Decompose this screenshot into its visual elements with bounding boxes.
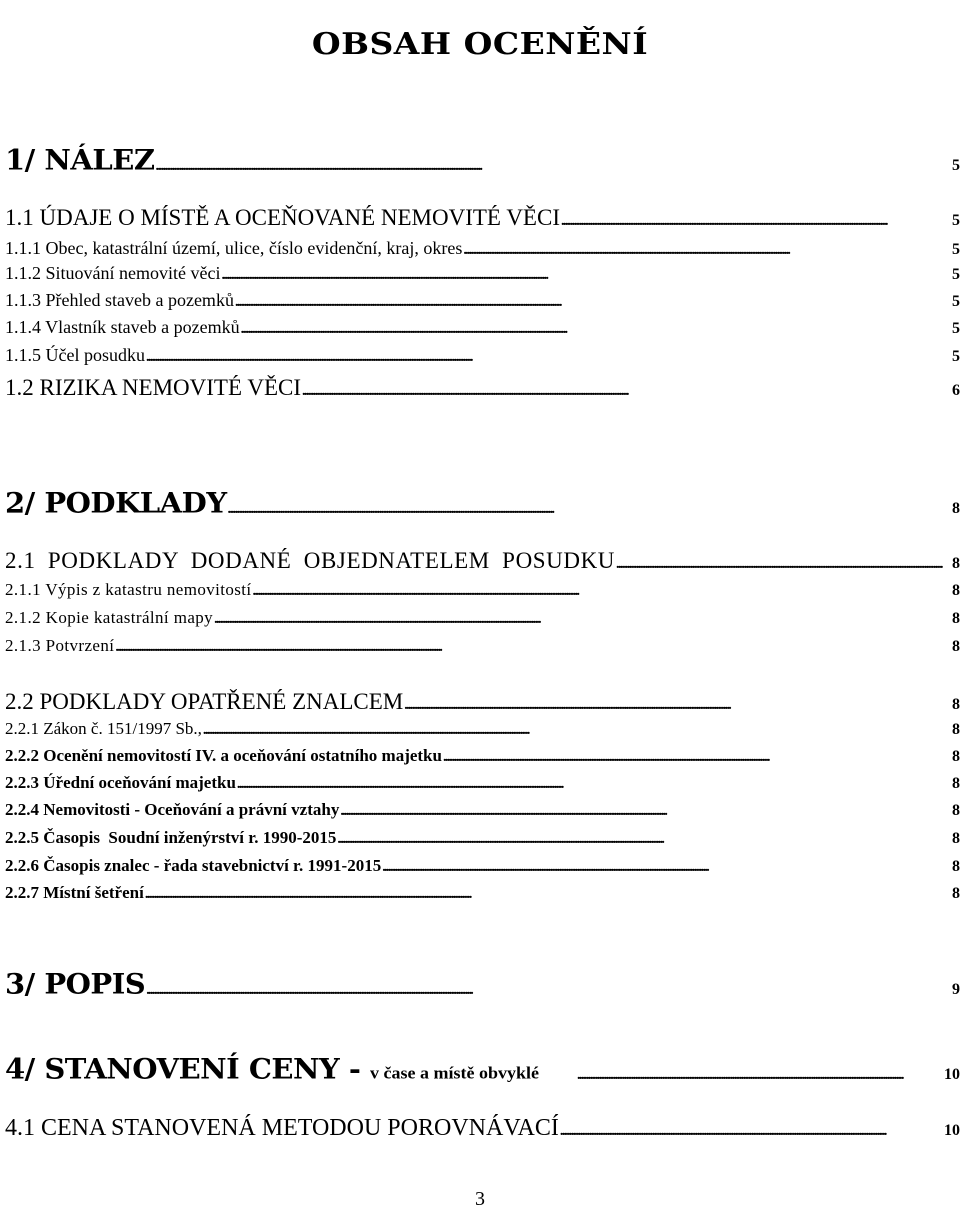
toc-label: 2/ PODKLADY [5,486,227,520]
dot-leader [156,159,950,175]
toc-page-number: 10 [944,1066,960,1083]
toc-page-number: 8 [952,775,960,792]
toc-page-number: 6 [952,382,960,399]
toc-entry-2[interactable] [5,486,960,520]
toc-entry-2-2-1[interactable] [5,719,960,739]
toc-label: 1/ NÁLEZ [5,143,155,177]
toc-entry-2-2-3[interactable] [5,773,960,793]
toc-entry-4[interactable] [5,1052,960,1086]
toc-entry-2-1-1[interactable] [5,580,960,600]
toc-page-number: 5 [952,241,960,258]
dot-leader [146,350,950,366]
toc-label: 2.1.2 Kopie katastrální mapy [5,608,214,627]
toc-page-number: 10 [944,1122,960,1139]
toc-page-number: 8 [952,721,960,738]
toc-page-number: 5 [952,348,960,365]
page-title: OBSAH OCENĚNÍ [311,25,649,62]
dot-leader [203,723,950,739]
toc-page-number: 5 [952,266,960,283]
toc-label: 2.1.1 Výpis z katastru nemovitostí [5,580,252,599]
toc-label: 1.2 RIZIKA NEMOVITÉ VĚCI [5,375,301,400]
toc-entry-3[interactable] [5,967,960,1001]
dot-leader [146,983,950,999]
toc-page-number: 5 [952,293,960,310]
toc-entry-2-2-5[interactable] [5,828,960,848]
toc-label: 4.1 CENA STANOVENÁ METODOU POROVNÁVACÍ [5,1115,559,1141]
toc-entry-1[interactable] [5,143,960,177]
toc-label: 2.2.7 Místní šetření [5,883,144,902]
toc-entry-2-2-7[interactable] [5,883,960,903]
toc-label: 3/ POPIS [5,967,146,1001]
toc-page-number: 8 [952,802,960,819]
toc-entry-1-1-4[interactable] [5,317,960,338]
page-number: 3 [475,1188,485,1210]
toc-entry-2-1-3[interactable] [5,636,960,656]
dot-leader [253,584,950,600]
dot-leader [235,295,950,311]
toc-entry-1-1-5[interactable] [5,345,960,366]
dot-leader [443,750,950,766]
toc-page-number: 8 [952,696,960,713]
dot-leader [577,1068,942,1084]
toc-label-suffix: v čase a místě obvyklé [369,1063,539,1083]
toc-entry-2-2-4[interactable] [5,800,960,820]
toc-label: 1.1.2 Situování nemovité věci [5,263,221,283]
toc-label: 1.1.3 Přehled staveb a pozemků [5,290,234,310]
toc-page-number: 5 [952,212,960,229]
toc-entry-2-1[interactable] [5,548,960,574]
dot-leader [237,777,950,793]
toc-label: 2.1 PODKLADY DODANÉ OBJEDNATELEM POSUDKU [5,548,616,573]
dot-leader [616,557,950,573]
toc-entry-4-1[interactable] [5,1115,960,1142]
dot-leader [382,860,950,876]
toc-label: 1.1.1 Obec, katastrální území, ulice, číslo evidenční, kraj, okres [5,238,463,258]
toc-label: 2.2.5 Časopis Soudní inženýrství r. 1990-2015 [5,828,337,847]
toc-label: 2.1.3 Potvrzení [5,636,115,655]
toc-label: 1.1.4 Vlastník staveb a pozemků [5,317,240,337]
dot-leader [115,640,950,656]
toc-entry-1-1-2[interactable] [5,263,960,284]
toc-page-number: 8 [952,555,960,572]
dot-leader [214,612,950,628]
toc-label-main: 4/ STANOVENÍ CENY - [5,1052,361,1086]
toc-page-number: 8 [952,858,960,875]
toc-entry-2-1-2[interactable] [5,608,960,628]
dot-leader [404,698,950,714]
toc-page-number: 5 [952,320,960,337]
toc-page-number: 8 [952,610,960,627]
toc-label: 1.1 ÚDAJE O MÍSTĚ A OCEŇOVANÉ NEMOVITÉ VĚCI [5,205,560,230]
dot-leader [241,322,950,338]
toc-label: 1.1.5 Účel posudku [5,345,145,365]
toc-entry-1-1[interactable] [5,205,960,231]
toc-page-number: 8 [952,500,960,517]
toc-page-number: 8 [952,748,960,765]
toc-label: 2.2.4 Nemovitosti - Oceňování a právní vztahy [5,800,340,819]
dot-leader [145,887,950,903]
toc-page-number: 9 [952,981,960,998]
toc-entry-2-2[interactable] [5,689,960,715]
toc-label: 2.2.1 Zákon č. 151/1997 Sb., [5,719,202,738]
toc-page-number: 8 [952,830,960,847]
toc-page-number: 8 [952,582,960,599]
toc-page-number: 8 [952,885,960,902]
toc-label: 2.2.2 Ocenění nemovitostí IV. a oceňování ostatního majetku [5,746,442,765]
dot-leader [228,502,950,518]
toc-entry-2-2-2[interactable] [5,746,960,766]
dot-leader [302,384,950,400]
toc-entry-2-2-6[interactable] [5,856,960,876]
toc-entry-1-1-1[interactable] [5,238,960,259]
toc-page-number: 5 [952,157,960,174]
toc-label [5,1053,539,1085]
toc-label: 2.2.6 Časopis znalec - řada stavebnictví r. 1991-2015 [5,856,382,875]
dot-leader [463,243,950,259]
dot-leader [337,832,950,848]
dot-leader [560,1124,942,1140]
dot-leader [221,268,950,284]
toc-label: 2.2 PODKLADY OPATŘENÉ ZNALCEM [5,689,404,714]
dot-leader [340,804,950,820]
toc-entry-1-1-3[interactable] [5,290,960,311]
dot-leader [561,214,950,230]
toc-label: 2.2.3 Úřední oceňování majetku [5,773,236,792]
toc-entry-1-2[interactable] [5,375,960,401]
toc-page-number: 8 [952,638,960,655]
